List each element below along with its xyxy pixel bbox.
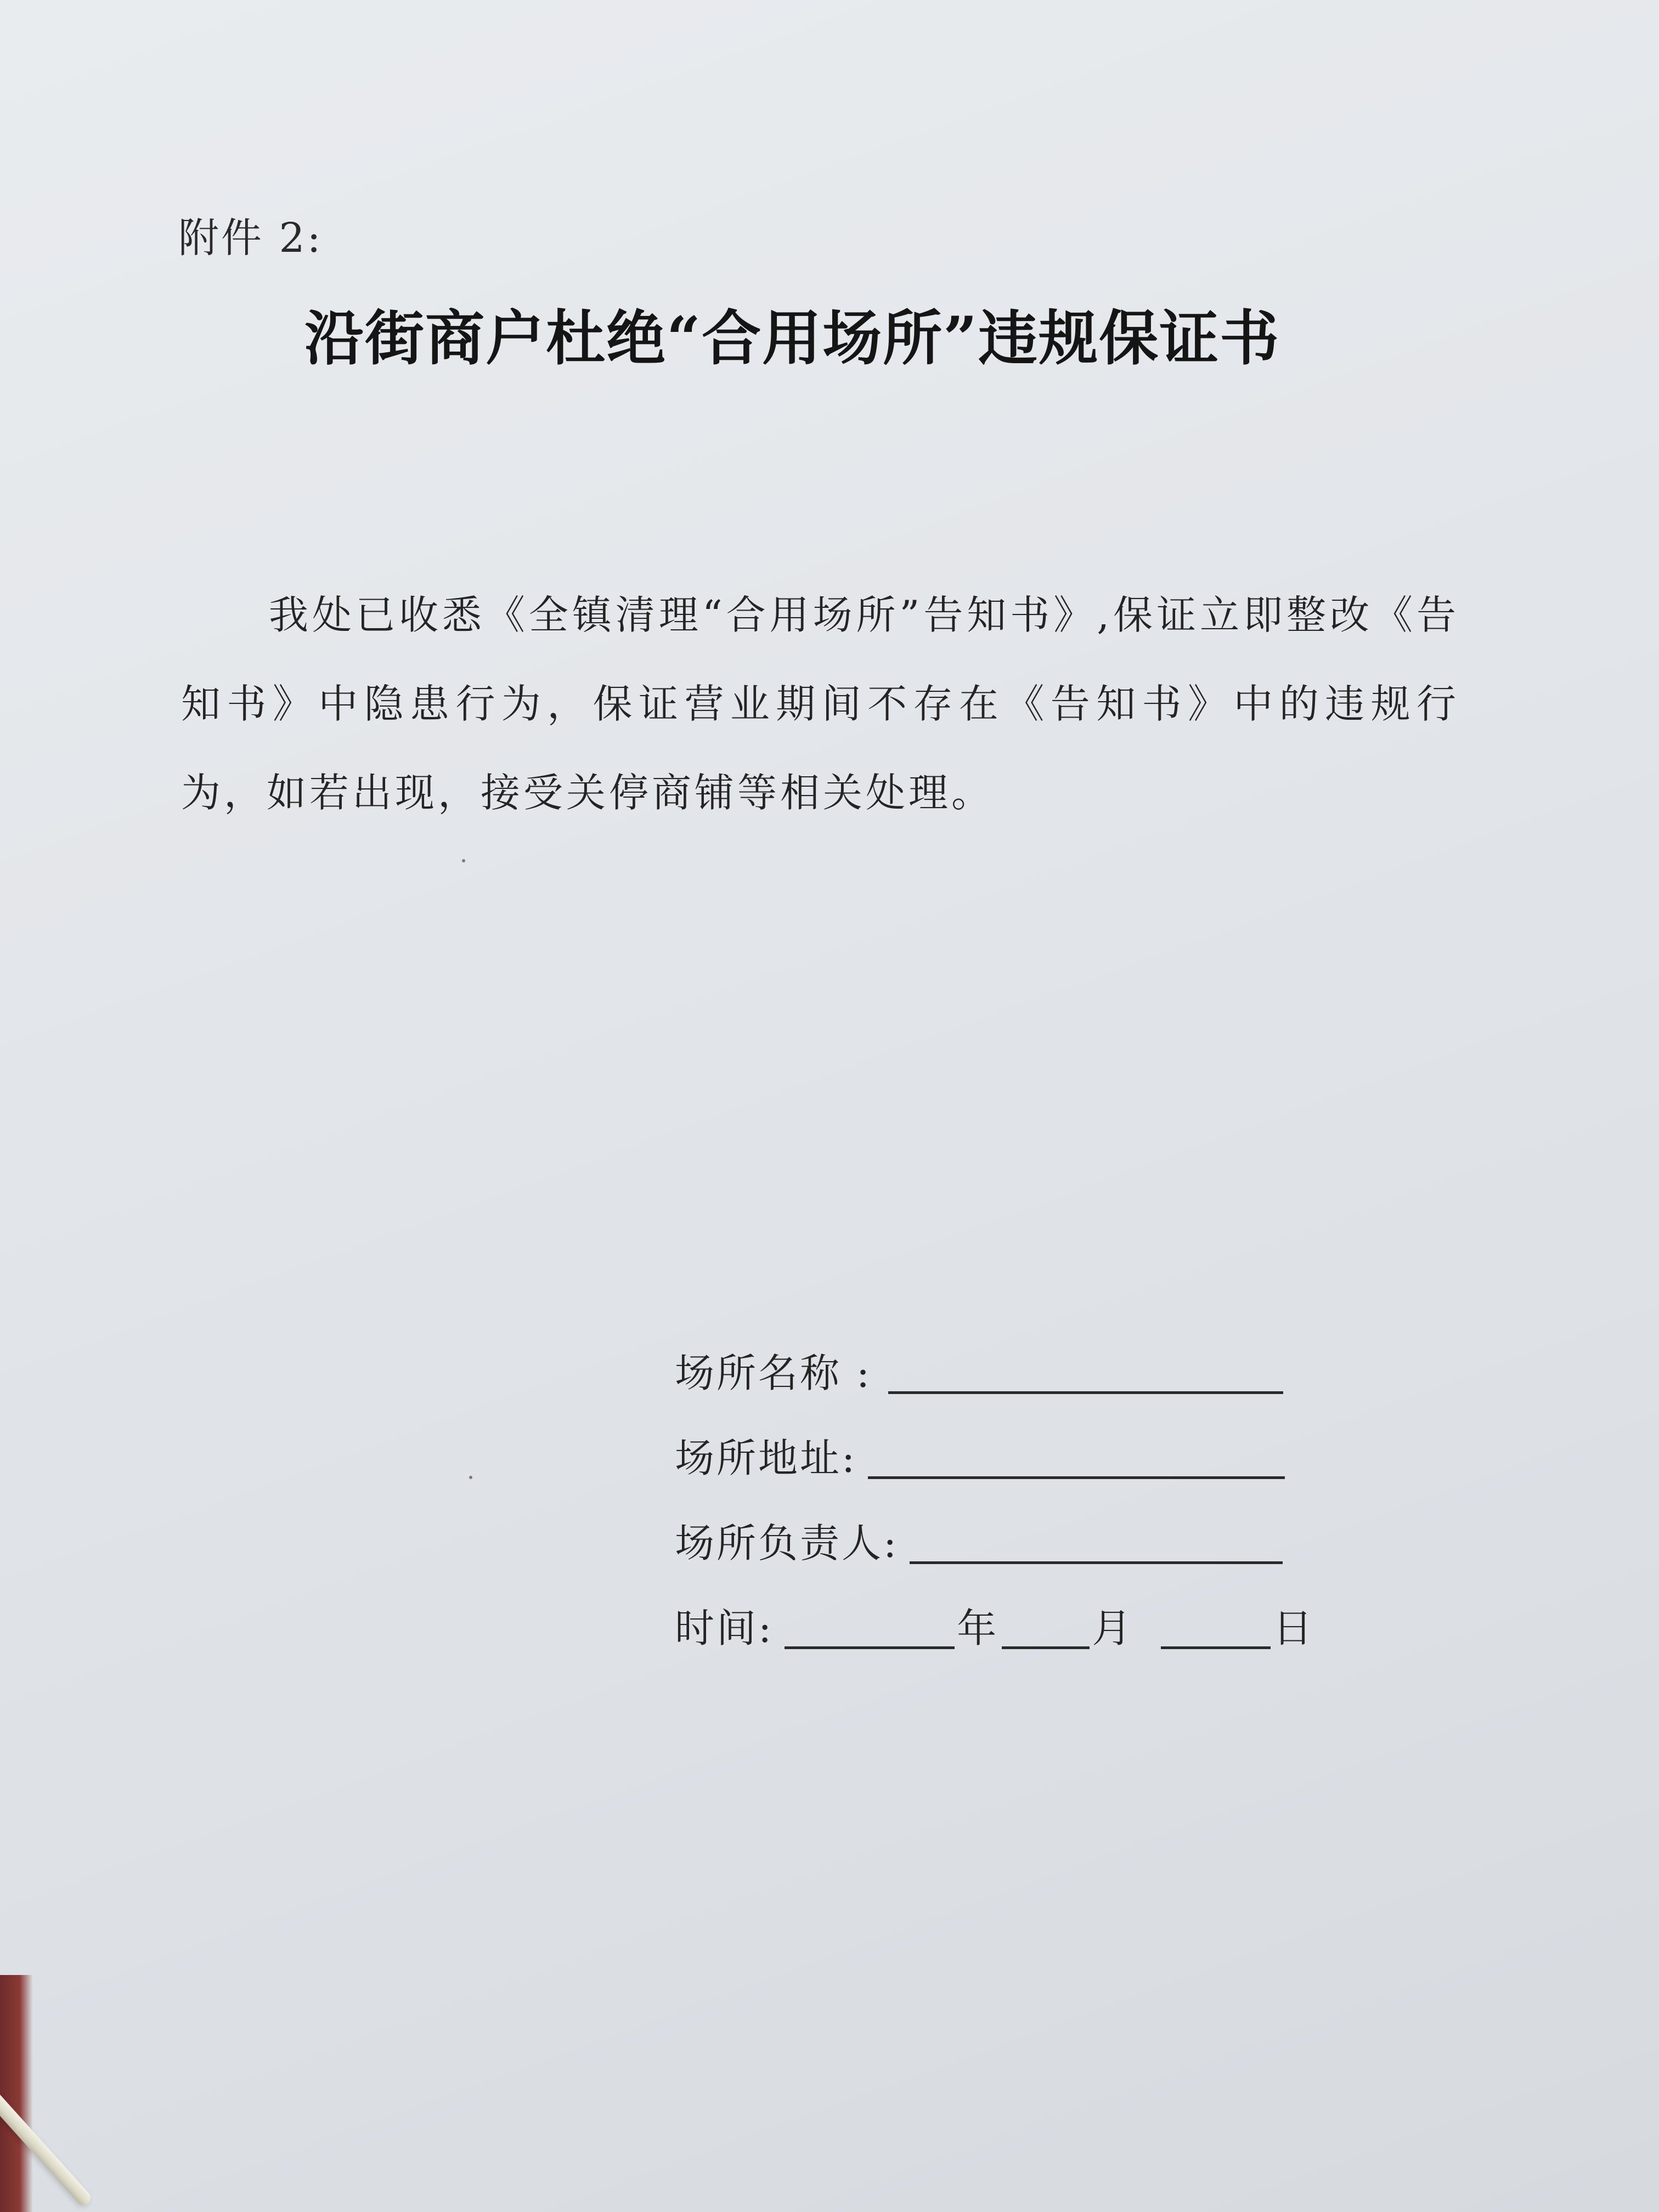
time-label: 时间: — [675, 1605, 774, 1651]
place-name-label: 场所名称 : — [675, 1350, 872, 1396]
desk-edge — [0, 1975, 33, 2212]
place-name-row — [675, 1341, 1314, 1426]
place-address-label: 场所地址: — [675, 1435, 857, 1481]
time-row — [675, 1596, 1314, 1681]
paper-speck — [469, 1476, 472, 1479]
place-address-blank — [868, 1438, 1285, 1479]
month-blank — [1002, 1608, 1090, 1649]
document-title: 沿街商户杜绝“合用场所”违规保证书 — [304, 304, 1280, 373]
signature-fields — [675, 1341, 1314, 1681]
attachment-label: 附件 2: — [178, 215, 323, 262]
year-label: 年 — [957, 1605, 999, 1651]
place-name-blank — [888, 1353, 1283, 1394]
place-person-label: 场所负责人: — [675, 1520, 899, 1566]
day-label: 日 — [1273, 1605, 1315, 1651]
place-address-row — [675, 1426, 1314, 1511]
place-person-row — [675, 1511, 1314, 1596]
day-blank — [1161, 1608, 1271, 1649]
year-blank — [785, 1608, 955, 1649]
month-label: 月 — [1092, 1605, 1134, 1651]
paper-speck — [462, 859, 465, 862]
body-paragraph: 我处已收悉《全镇清理“合用场所”告知书》,保证立即整改《告知书》中隐患行为，保证营业期间不存在《告知书》中的违规行为，如若出现，接受关停商铺等相关处理。 — [181, 592, 1459, 816]
place-person-blank — [910, 1523, 1283, 1564]
